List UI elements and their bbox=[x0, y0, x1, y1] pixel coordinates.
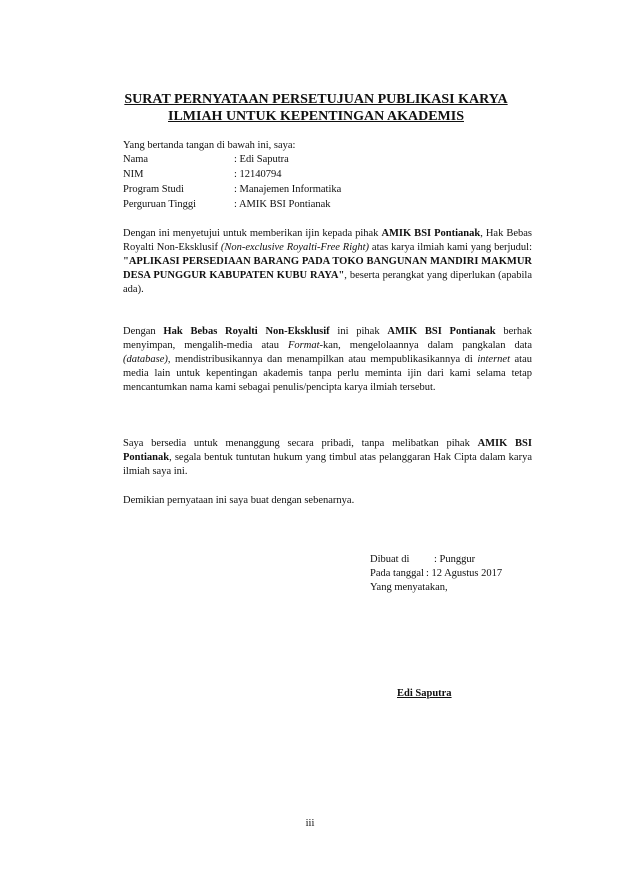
text-run: ini pihak bbox=[329, 326, 388, 337]
text-run: berhak menyimpan, mengalih-media atau bbox=[123, 326, 532, 351]
rights-paragraph bbox=[123, 325, 532, 395]
title-line-2: ILMIAH UNTUK KEPENTINGAN AKADEMIS bbox=[168, 109, 464, 124]
italic-term: internet bbox=[477, 354, 510, 365]
field-value: : Edi Saputra bbox=[234, 154, 289, 165]
field-label: Nama bbox=[123, 154, 149, 165]
text-run: , segala bentuk tuntutan hukum yang timbul atas pelanggaran Hak Cipta dalam karya ilmiah saya ini. bbox=[123, 452, 532, 477]
work-title: "APLIKASI PERSEDIAAN BARANG PADA TOKO BANGUNAN MANDIRI MAKMUR DESA PUNGGUR KABUPATEN KUBU RAYA" bbox=[123, 256, 532, 281]
field-value: : 12140794 bbox=[234, 169, 282, 180]
closing-label: Yang menyatakan, bbox=[370, 582, 448, 593]
field-value: : AMIK BSI Pontianak bbox=[234, 199, 331, 210]
text-run: atau media lain untuk kepentingan akademis tanpa perlu meminta ijin dari kami selama tetap mencantumkan nama kami sebagai penulis/pencipta karya ilmiah tersebut. bbox=[123, 354, 532, 393]
institution-name: AMIK BSI Pontianak bbox=[381, 228, 481, 239]
institution-name: AMIK BSI Pontianak bbox=[123, 438, 532, 463]
institution-name: AMIK BSI Pontianak bbox=[387, 326, 496, 337]
italic-term: Format bbox=[288, 340, 320, 351]
signer-name: Edi Saputra bbox=[397, 688, 452, 699]
italic-term: (database) bbox=[123, 354, 168, 365]
consent-paragraph bbox=[123, 227, 532, 297]
text-run: -kan, mengelolaannya dalam pangkalan data bbox=[319, 340, 532, 351]
date-value: : 12 Agustus 2017 bbox=[426, 568, 503, 579]
field-label: Perguruan Tinggi bbox=[123, 199, 197, 210]
title-line-1: SURAT PERNYATAAN PERSETUJUAN PUBLIKASI KARYA bbox=[124, 92, 508, 107]
field-label: NIM bbox=[123, 169, 144, 180]
text-run: , beserta perangkat yang diperlukan (apabila ada). bbox=[123, 270, 532, 295]
place-value: : Punggur bbox=[434, 554, 476, 565]
intro-text: Yang bertanda tangan di bawah ini, saya: bbox=[123, 140, 296, 151]
document-title bbox=[100, 91, 532, 125]
text-run: Dengan ini menyetujui untuk memberikan ijin kepada pihak bbox=[123, 228, 382, 239]
field-label: Program Studi bbox=[123, 184, 184, 195]
liability-paragraph bbox=[123, 437, 532, 479]
page-number: iii bbox=[305, 818, 315, 829]
place-label: Dibuat di bbox=[370, 554, 410, 565]
text-run: Saya bersedia untuk menanggung secara pribadi, tanpa melibatkan pihak bbox=[123, 438, 478, 449]
signature-block bbox=[370, 553, 503, 595]
text-run: atas karya ilmiah kami yang berjudul: bbox=[369, 242, 532, 253]
license-term: Hak Bebas Royalti Non-Eksklusif bbox=[163, 326, 330, 337]
text-run: , Hak Bebas Royalti Non-Eksklusif bbox=[123, 228, 532, 253]
license-term: (Non-exclusive Royalti-Free Right) bbox=[220, 242, 370, 253]
field-value: : Manajemen Informatika bbox=[234, 184, 342, 195]
closing-paragraph: Demikian pernyataan ini saya buat dengan sebenarnya. bbox=[123, 495, 355, 506]
place-row bbox=[370, 553, 476, 567]
date-row bbox=[370, 567, 503, 581]
text-run: Dengan bbox=[123, 326, 164, 337]
date-label: Pada tanggal bbox=[370, 568, 424, 579]
text-run: , mendistribusikannya dan menampilkan atau mempublikasikannya di bbox=[167, 354, 478, 365]
